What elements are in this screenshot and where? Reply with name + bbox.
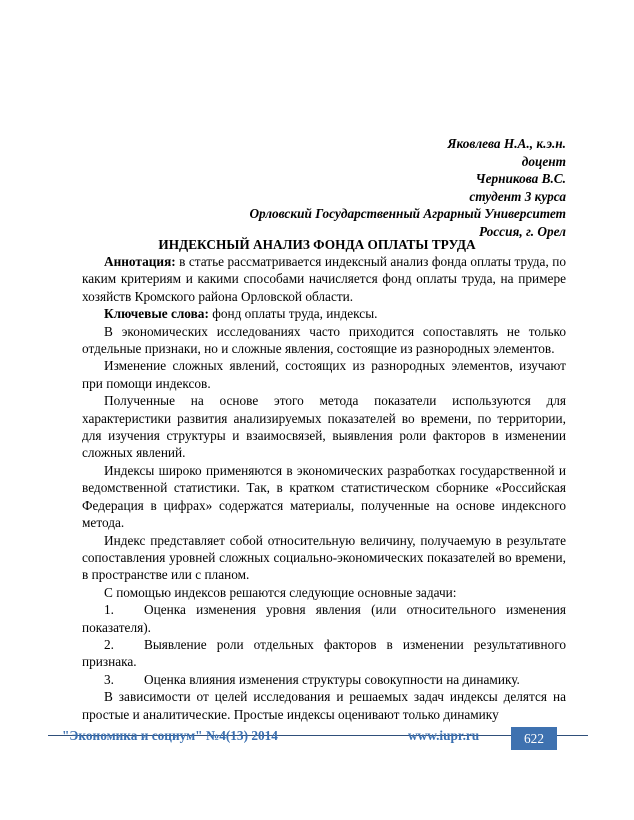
paragraph: Изменение сложных явлений, состоящих из разнородных элементов, изучают при помощи индексов. (82, 358, 566, 391)
paragraph: Полученные на основе этого метода показатели используются для характеристики развития анализируемых показателей во времени, по территории, для изучения структуры и взаимосвязей, выявления роли факторов в изменении сложных явлений. (82, 393, 566, 461)
paragraph: Индекс представляет собой относительную величину, получаемую в результате сопоставления уровней сложных социально-экономических показателей во времени, в пространстве или с планом. (82, 532, 566, 583)
abstract (82, 253, 566, 305)
abstract-text: в статье рассматривается индексный анализ фонда оплаты труда, по каким критериям и какими способами начисляется фонд оплаты труда, на примере хозяйств Кромского района Орловской области. (82, 254, 566, 304)
abstract-label: Аннотация: (104, 254, 176, 269)
author-line: Орловский Государственный Аграрный Университет (249, 206, 566, 222)
page-number: 622 (511, 727, 557, 750)
author-line: Россия, г. Орел (478, 223, 566, 239)
list-text: Оценка влияния изменения структуры совокупности на динамику. (144, 671, 520, 687)
list-item (82, 671, 566, 688)
author-block (249, 135, 566, 241)
list-text: Выявление роли отдельных факторов в изменении результативного признака. (82, 636, 566, 670)
paragraph: В экономических исследованиях часто приходится сопоставлять не только отдельные признаки, но и сложные явления, состоящие из разнородных элементов. (82, 323, 566, 357)
journal-name: "Экономика и социум" №4(13) 2014 (62, 728, 278, 743)
author-line: студент 3 курса (469, 188, 566, 204)
keywords (82, 305, 566, 322)
list-number: 2. (104, 636, 114, 652)
author-line: Черникова В.С. (475, 171, 566, 187)
list-text: Оценка изменения уровня явления (или относительного изменения показателя). (82, 602, 566, 635)
list-item (82, 601, 566, 636)
list-item (82, 636, 566, 671)
article-title: ИНДЕКСНЫЙ АНАЛИЗ ФОНДА ОПЛАТЫ ТРУДА (158, 237, 476, 252)
paragraph: В зависимости от целей исследования и решаемых задач индексы делятся на простые и аналитические. Простые индексы оценивают только динамику (82, 689, 566, 722)
author-line: Яковлева Н.А., к.э.н. (447, 136, 566, 151)
paragraph: Индексы широко применяются в экономических разработках государственной и ведомственной статистики. Так, в кратком статистическом сборнике «Российская Федерация в цифрах» содержатся материалы, полученные на основе индексного метода. (82, 462, 566, 531)
keywords-label: Ключевые слова: (104, 306, 209, 322)
article-body (82, 253, 566, 723)
list-number: 3. (104, 671, 114, 687)
list-number: 1. (104, 602, 114, 618)
keywords-text: фонд оплаты труда, индексы. (208, 306, 378, 322)
paragraph: С помощью индексов решаются следующие основные задачи: (104, 584, 457, 600)
journal-url[interactable]: www.iupr.ru (408, 728, 480, 743)
author-line: доцент (521, 153, 566, 169)
